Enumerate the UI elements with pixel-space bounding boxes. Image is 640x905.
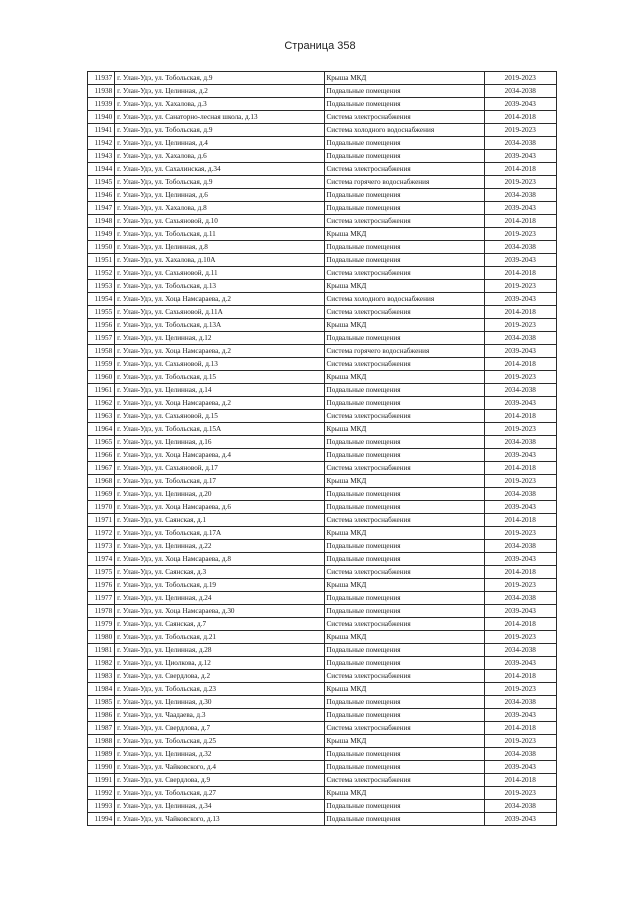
work-type-cell: Подвальные помещения — [324, 397, 484, 410]
address-cell: г. Улан-Удэ, ул. Сахьяновой, д.15 — [115, 410, 324, 423]
address-cell: г. Улан-Удэ, ул. Хахалова, д.10А — [115, 254, 324, 267]
row-number-cell: 11957 — [88, 332, 115, 345]
address-cell: г. Улан-Удэ, ул. Тобольская, д.19 — [115, 579, 324, 592]
table-row — [88, 137, 557, 150]
period-cell: 2014-2018 — [484, 514, 556, 527]
row-number-cell: 11950 — [88, 241, 115, 254]
row-number-cell: 11963 — [88, 410, 115, 423]
table-row — [88, 748, 557, 761]
address-cell: г. Улан-Удэ, ул. Свердлова, д.7 — [115, 722, 324, 735]
work-type-cell: Подвальные помещения — [324, 85, 484, 98]
row-number-cell: 11989 — [88, 748, 115, 761]
row-number-cell: 11964 — [88, 423, 115, 436]
address-cell: г. Улан-Удэ, ул. Сахьяновой, д.10 — [115, 215, 324, 228]
address-cell: г. Улан-Удэ, ул. Сахьяновой, д.13 — [115, 358, 324, 371]
period-cell: 2034-2038 — [484, 137, 556, 150]
row-number-cell: 11937 — [88, 72, 115, 85]
row-number-cell: 11941 — [88, 124, 115, 137]
row-number-cell: 11949 — [88, 228, 115, 241]
address-cell: г. Улан-Удэ, ул. Саянская, д.7 — [115, 618, 324, 631]
row-number-cell: 11978 — [88, 605, 115, 618]
table-row — [88, 787, 557, 800]
period-cell: 2034-2038 — [484, 436, 556, 449]
table-row — [88, 774, 557, 787]
table-row — [88, 462, 557, 475]
address-cell: г. Улан-Удэ, ул. Хоца Намсараева, д.6 — [115, 501, 324, 514]
address-cell: г. Улан-Удэ, ул. Саянская, д.1 — [115, 514, 324, 527]
table-row — [88, 631, 557, 644]
row-number-cell: 11981 — [88, 644, 115, 657]
address-cell: г. Улан-Удэ, ул. Целинная, д.32 — [115, 748, 324, 761]
address-cell: г. Улан-Удэ, ул. Целинная, д.30 — [115, 696, 324, 709]
table-row — [88, 176, 557, 189]
period-cell: 2019-2023 — [484, 280, 556, 293]
row-number-cell: 11956 — [88, 319, 115, 332]
period-cell: 2014-2018 — [484, 163, 556, 176]
table-row — [88, 293, 557, 306]
address-cell: г. Улан-Удэ, ул. Целинная, д.24 — [115, 592, 324, 605]
period-cell: 2019-2023 — [484, 176, 556, 189]
row-number-cell: 11986 — [88, 709, 115, 722]
address-cell: г. Улан-Удэ, ул. Целинная, д.2 — [115, 85, 324, 98]
period-cell: 2039-2043 — [484, 150, 556, 163]
row-number-cell: 11953 — [88, 280, 115, 293]
period-cell: 2019-2023 — [484, 787, 556, 800]
period-cell: 2034-2038 — [484, 241, 556, 254]
work-type-cell: Крыша МКД — [324, 319, 484, 332]
table-row — [88, 566, 557, 579]
row-number-cell: 11983 — [88, 670, 115, 683]
table-row — [88, 150, 557, 163]
work-type-cell: Подвальные помещения — [324, 540, 484, 553]
period-cell: 2039-2043 — [484, 657, 556, 670]
address-cell: г. Улан-Удэ, ул. Тобольская, д.9 — [115, 176, 324, 189]
work-type-cell: Система электроснабжения — [324, 774, 484, 787]
work-type-cell: Крыша МКД — [324, 683, 484, 696]
address-cell: г. Улан-Удэ, ул. Целинная, д.6 — [115, 189, 324, 202]
table-row — [88, 410, 557, 423]
row-number-cell: 11947 — [88, 202, 115, 215]
address-cell: г. Улан-Удэ, ул. Чайковского, д.4 — [115, 761, 324, 774]
page-title: Страница 358 — [284, 40, 356, 52]
address-cell: г. Улан-Удэ, ул. Тобольская, д.9 — [115, 124, 324, 137]
row-number-cell: 11952 — [88, 267, 115, 280]
work-type-cell: Подвальные помещения — [324, 384, 484, 397]
row-number-cell: 11992 — [88, 787, 115, 800]
period-cell: 2014-2018 — [484, 358, 556, 371]
period-cell: 2034-2038 — [484, 644, 556, 657]
period-cell: 2019-2023 — [484, 423, 556, 436]
period-cell: 2039-2043 — [484, 254, 556, 267]
row-number-cell: 11955 — [88, 306, 115, 319]
table-row — [88, 813, 557, 826]
address-cell: г. Улан-Удэ, ул. Целинная, д.14 — [115, 384, 324, 397]
table-row — [88, 722, 557, 735]
period-cell: 2039-2043 — [484, 98, 556, 111]
work-type-cell: Подвальные помещения — [324, 501, 484, 514]
address-cell: г. Улан-Удэ, ул. Сахьяновой, д.17 — [115, 462, 324, 475]
work-type-cell: Система электроснабжения — [324, 267, 484, 280]
table-row — [88, 592, 557, 605]
work-type-cell: Система электроснабжения — [324, 462, 484, 475]
address-cell: г. Улан-Удэ, ул. Целинная, д.12 — [115, 332, 324, 345]
work-type-cell: Система горячего водоснабжения — [324, 176, 484, 189]
table-row — [88, 397, 557, 410]
address-cell: г. Улан-Удэ, ул. Хахалова, д.8 — [115, 202, 324, 215]
period-cell: 2019-2023 — [484, 735, 556, 748]
period-cell: 2039-2043 — [484, 293, 556, 306]
work-type-cell: Крыша МКД — [324, 228, 484, 241]
table-row — [88, 72, 557, 85]
table-row — [88, 319, 557, 332]
table-row — [88, 514, 557, 527]
table-row — [88, 371, 557, 384]
address-cell: г. Улан-Удэ, ул. Целинная, д.16 — [115, 436, 324, 449]
row-number-cell: 11984 — [88, 683, 115, 696]
table-row — [88, 111, 557, 124]
address-cell: г. Улан-Удэ, ул. Тобольская, д.9 — [115, 72, 324, 85]
work-type-cell: Подвальные помещения — [324, 150, 484, 163]
table-row — [88, 501, 557, 514]
table-row — [88, 670, 557, 683]
period-cell: 2014-2018 — [484, 111, 556, 124]
address-cell: г. Улан-Удэ, ул. Тобольская, д.17А — [115, 527, 324, 540]
work-type-cell: Крыша МКД — [324, 423, 484, 436]
work-type-cell: Подвальные помещения — [324, 644, 484, 657]
row-number-cell: 11975 — [88, 566, 115, 579]
work-type-cell: Система электроснабжения — [324, 358, 484, 371]
period-cell: 2039-2043 — [484, 813, 556, 826]
row-number-cell: 11960 — [88, 371, 115, 384]
period-cell: 2034-2038 — [484, 748, 556, 761]
period-cell: 2019-2023 — [484, 683, 556, 696]
period-cell: 2034-2038 — [484, 592, 556, 605]
row-number-cell: 11973 — [88, 540, 115, 553]
table-row — [88, 85, 557, 98]
period-cell: 2019-2023 — [484, 631, 556, 644]
row-number-cell: 11968 — [88, 475, 115, 488]
address-cell: г. Улан-Удэ, ул. Хоца Намсараева, д.8 — [115, 553, 324, 566]
period-cell: 2019-2023 — [484, 319, 556, 332]
table-row — [88, 267, 557, 280]
work-type-cell: Крыша МКД — [324, 475, 484, 488]
address-cell: г. Улан-Удэ, ул. Сахьяновой, д.11 — [115, 267, 324, 280]
address-cell: г. Улан-Удэ, ул. Сахалинская, д.34 — [115, 163, 324, 176]
period-cell: 2034-2038 — [484, 332, 556, 345]
work-type-cell: Система электроснабжения — [324, 306, 484, 319]
address-cell: г. Улан-Удэ, ул. Свердлова, д.9 — [115, 774, 324, 787]
row-number-cell: 11962 — [88, 397, 115, 410]
work-type-cell: Подвальные помещения — [324, 709, 484, 722]
period-cell: 2014-2018 — [484, 267, 556, 280]
row-number-cell: 11958 — [88, 345, 115, 358]
repair-schedule-table — [87, 71, 557, 826]
row-number-cell: 11946 — [88, 189, 115, 202]
row-number-cell: 11943 — [88, 150, 115, 163]
table-row — [88, 241, 557, 254]
work-type-cell: Подвальные помещения — [324, 98, 484, 111]
table-row — [88, 553, 557, 566]
address-cell: г. Улан-Удэ, ул. Тобольская, д.17 — [115, 475, 324, 488]
row-number-cell: 11967 — [88, 462, 115, 475]
table-row — [88, 423, 557, 436]
address-cell: г. Улан-Удэ, ул. Тобольская, д.15А — [115, 423, 324, 436]
period-cell: 2014-2018 — [484, 306, 556, 319]
table-row — [88, 488, 557, 501]
work-type-cell: Подвальные помещения — [324, 748, 484, 761]
address-cell: г. Улан-Удэ, ул. Сахьяновой, д.11А — [115, 306, 324, 319]
address-cell: г. Улан-Удэ, ул. Целинная, д.28 — [115, 644, 324, 657]
table-row — [88, 696, 557, 709]
work-type-cell: Подвальные помещения — [324, 189, 484, 202]
table-row — [88, 644, 557, 657]
work-type-cell: Система электроснабжения — [324, 722, 484, 735]
row-number-cell: 11965 — [88, 436, 115, 449]
address-cell: г. Улан-Удэ, ул. Целинная, д.22 — [115, 540, 324, 553]
work-type-cell: Система электроснабжения — [324, 618, 484, 631]
work-type-cell: Подвальные помещения — [324, 813, 484, 826]
period-cell: 2039-2043 — [484, 709, 556, 722]
table-row — [88, 384, 557, 397]
period-cell: 2014-2018 — [484, 566, 556, 579]
work-type-cell: Подвальные помещения — [324, 449, 484, 462]
row-number-cell: 11990 — [88, 761, 115, 774]
period-cell: 2039-2043 — [484, 761, 556, 774]
table-row — [88, 228, 557, 241]
work-type-cell: Подвальные помещения — [324, 657, 484, 670]
address-cell: г. Улан-Удэ, ул. Тобольская, д.13 — [115, 280, 324, 293]
row-number-cell: 11945 — [88, 176, 115, 189]
period-cell: 2039-2043 — [484, 553, 556, 566]
work-type-cell: Подвальные помещения — [324, 436, 484, 449]
work-type-cell: Система холодного водоснабжения — [324, 124, 484, 137]
work-type-cell: Подвальные помещения — [324, 137, 484, 150]
period-cell: 2034-2038 — [484, 488, 556, 501]
row-number-cell: 11994 — [88, 813, 115, 826]
table-row — [88, 800, 557, 813]
row-number-cell: 11979 — [88, 618, 115, 631]
work-type-cell: Система электроснабжения — [324, 410, 484, 423]
period-cell: 2039-2043 — [484, 501, 556, 514]
work-type-cell: Крыша МКД — [324, 579, 484, 592]
period-cell: 2014-2018 — [484, 670, 556, 683]
work-type-cell: Крыша МКД — [324, 72, 484, 85]
period-cell: 2014-2018 — [484, 410, 556, 423]
period-cell: 2039-2043 — [484, 397, 556, 410]
table-row — [88, 449, 557, 462]
table-row — [88, 475, 557, 488]
address-cell: г. Улан-Удэ, ул. Чаадаева, д.3 — [115, 709, 324, 722]
row-number-cell: 11966 — [88, 449, 115, 462]
table-row — [88, 540, 557, 553]
period-cell: 2034-2038 — [484, 800, 556, 813]
table-row — [88, 124, 557, 137]
address-cell: г. Улан-Удэ, ул. Целинная, д.8 — [115, 241, 324, 254]
period-cell: 2019-2023 — [484, 228, 556, 241]
work-type-cell: Подвальные помещения — [324, 592, 484, 605]
address-cell: г. Улан-Удэ, ул. Хоца Намсараева, д.2 — [115, 397, 324, 410]
row-number-cell: 11948 — [88, 215, 115, 228]
period-cell: 2039-2043 — [484, 605, 556, 618]
period-cell: 2019-2023 — [484, 72, 556, 85]
work-type-cell: Система электроснабжения — [324, 111, 484, 124]
address-cell: г. Улан-Удэ, ул. Свердлова, д.2 — [115, 670, 324, 683]
table-row — [88, 527, 557, 540]
row-number-cell: 11982 — [88, 657, 115, 670]
row-number-cell: 11980 — [88, 631, 115, 644]
table-row — [88, 215, 557, 228]
row-number-cell: 11969 — [88, 488, 115, 501]
period-cell: 2019-2023 — [484, 579, 556, 592]
row-number-cell: 11972 — [88, 527, 115, 540]
period-cell: 2039-2043 — [484, 449, 556, 462]
address-cell: г. Улан-Удэ, ул. Тобольская, д.23 — [115, 683, 324, 696]
work-type-cell: Крыша МКД — [324, 371, 484, 384]
period-cell: 2014-2018 — [484, 462, 556, 475]
address-cell: г. Улан-Удэ, ул. Целинная, д.34 — [115, 800, 324, 813]
work-type-cell: Крыша МКД — [324, 527, 484, 540]
table-row — [88, 189, 557, 202]
period-cell: 2034-2038 — [484, 384, 556, 397]
address-cell: г. Улан-Удэ, ул. Тобольская, д.25 — [115, 735, 324, 748]
table-row — [88, 436, 557, 449]
work-type-cell: Подвальные помещения — [324, 332, 484, 345]
address-cell: г. Улан-Удэ, ул. Чайковского, д.13 — [115, 813, 324, 826]
row-number-cell: 11944 — [88, 163, 115, 176]
table-row — [88, 202, 557, 215]
table-body — [88, 72, 557, 826]
row-number-cell: 11940 — [88, 111, 115, 124]
address-cell: г. Улан-Удэ, ул. Хоца Намсараева, д.30 — [115, 605, 324, 618]
table-row — [88, 163, 557, 176]
table-row — [88, 98, 557, 111]
table-row — [88, 579, 557, 592]
row-number-cell: 11991 — [88, 774, 115, 787]
row-number-cell: 11976 — [88, 579, 115, 592]
row-number-cell: 11974 — [88, 553, 115, 566]
period-cell: 2014-2018 — [484, 722, 556, 735]
table-row — [88, 358, 557, 371]
address-cell: г. Улан-Удэ, ул. Саянская, д.3 — [115, 566, 324, 579]
row-number-cell: 11971 — [88, 514, 115, 527]
address-cell: г. Улан-Удэ, ул. Циолкова, д.12 — [115, 657, 324, 670]
work-type-cell: Подвальные помещения — [324, 553, 484, 566]
work-type-cell: Подвальные помещения — [324, 761, 484, 774]
work-type-cell: Крыша МКД — [324, 280, 484, 293]
address-cell: г. Улан-Удэ, ул. Целинная, д.4 — [115, 137, 324, 150]
work-type-cell: Система холодного водоснабжения — [324, 293, 484, 306]
row-number-cell: 11985 — [88, 696, 115, 709]
work-type-cell: Крыша МКД — [324, 735, 484, 748]
address-cell: г. Улан-Удэ, ул. Тобольская, д.11 — [115, 228, 324, 241]
table-row — [88, 254, 557, 267]
address-cell: г. Улан-Удэ, ул. Тобольская, д.13А — [115, 319, 324, 332]
table-row — [88, 761, 557, 774]
table-row — [88, 657, 557, 670]
row-number-cell: 11959 — [88, 358, 115, 371]
work-type-cell: Система электроснабжения — [324, 670, 484, 683]
work-type-cell: Подвальные помещения — [324, 800, 484, 813]
address-cell: г. Улан-Удэ, ул. Тобольская, д.15 — [115, 371, 324, 384]
work-type-cell: Подвальные помещения — [324, 241, 484, 254]
address-cell: г. Улан-Удэ, ул. Тобольская, д.27 — [115, 787, 324, 800]
period-cell: 2039-2043 — [484, 202, 556, 215]
address-cell: г. Улан-Удэ, ул. Хахалова, д.6 — [115, 150, 324, 163]
period-cell: 2034-2038 — [484, 189, 556, 202]
address-cell: г. Улан-Удэ, ул. Тобольская, д.21 — [115, 631, 324, 644]
row-number-cell: 11951 — [88, 254, 115, 267]
period-cell: 2034-2038 — [484, 85, 556, 98]
row-number-cell: 11961 — [88, 384, 115, 397]
work-type-cell: Крыша МКД — [324, 631, 484, 644]
work-type-cell: Система электроснабжения — [324, 514, 484, 527]
row-number-cell: 11987 — [88, 722, 115, 735]
period-cell: 2034-2038 — [484, 696, 556, 709]
table-row — [88, 332, 557, 345]
work-type-cell: Крыша МКД — [324, 787, 484, 800]
work-type-cell: Система электроснабжения — [324, 566, 484, 579]
address-cell: г. Улан-Удэ, ул. Целинная, д.20 — [115, 488, 324, 501]
address-cell: г. Улан-Удэ, ул. Хоца Намсараева, д.2 — [115, 293, 324, 306]
row-number-cell: 11977 — [88, 592, 115, 605]
table-row — [88, 605, 557, 618]
address-cell: г. Улан-Удэ, ул. Хоца Намсараева, д.2 — [115, 345, 324, 358]
work-type-cell: Подвальные помещения — [324, 696, 484, 709]
address-cell: г. Улан-Удэ, ул. Хахалова, д.3 — [115, 98, 324, 111]
period-cell: 2034-2038 — [484, 540, 556, 553]
work-type-cell: Система горячего водоснабжения — [324, 345, 484, 358]
period-cell: 2039-2043 — [484, 345, 556, 358]
table-row — [88, 280, 557, 293]
period-cell: 2014-2018 — [484, 215, 556, 228]
work-type-cell: Подвальные помещения — [324, 202, 484, 215]
address-cell: г. Улан-Удэ, ул. Санаторно-лесная школа, д.13 — [115, 111, 324, 124]
table-row — [88, 618, 557, 631]
row-number-cell: 11954 — [88, 293, 115, 306]
row-number-cell: 11993 — [88, 800, 115, 813]
address-cell: г. Улан-Удэ, ул. Хоца Намсараева, д.4 — [115, 449, 324, 462]
work-type-cell: Система электроснабжения — [324, 215, 484, 228]
period-cell: 2014-2018 — [484, 774, 556, 787]
period-cell: 2019-2023 — [484, 527, 556, 540]
work-type-cell: Подвальные помещения — [324, 254, 484, 267]
table-row — [88, 709, 557, 722]
work-type-cell: Система электроснабжения — [324, 163, 484, 176]
period-cell: 2019-2023 — [484, 371, 556, 384]
row-number-cell: 11942 — [88, 137, 115, 150]
table-row — [88, 735, 557, 748]
period-cell: 2019-2023 — [484, 124, 556, 137]
table-row — [88, 306, 557, 319]
work-type-cell: Подвальные помещения — [324, 605, 484, 618]
table-row — [88, 683, 557, 696]
work-type-cell: Подвальные помещения — [324, 488, 484, 501]
table-row — [88, 345, 557, 358]
row-number-cell: 11988 — [88, 735, 115, 748]
period-cell: 2019-2023 — [484, 475, 556, 488]
row-number-cell: 11939 — [88, 98, 115, 111]
period-cell: 2014-2018 — [484, 618, 556, 631]
row-number-cell: 11970 — [88, 501, 115, 514]
row-number-cell: 11938 — [88, 85, 115, 98]
